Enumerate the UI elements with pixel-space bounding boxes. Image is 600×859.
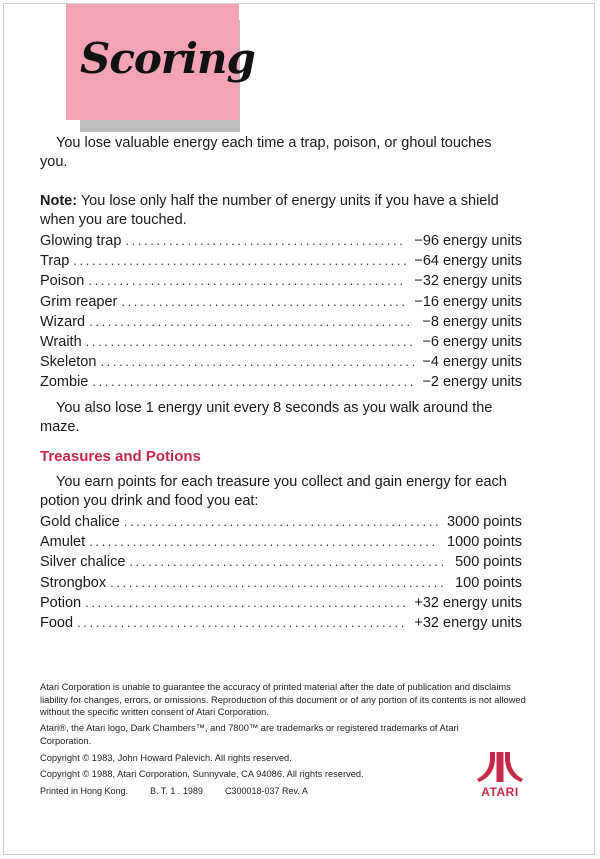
copyright-atari: Copyright © 1988, Atari Corporation, Sunnyvale, CA 94086. All rights reserved. bbox=[40, 769, 364, 779]
list-item bbox=[40, 334, 522, 354]
item-value: −2 energy units bbox=[422, 374, 522, 391]
dot-leader bbox=[100, 354, 414, 369]
item-label: Poison bbox=[40, 273, 85, 290]
list-item bbox=[40, 615, 522, 635]
list-item bbox=[40, 374, 522, 394]
dot-leader bbox=[110, 575, 447, 590]
dot-leader bbox=[92, 374, 414, 389]
list-item bbox=[40, 294, 522, 314]
note-paragraph bbox=[40, 192, 510, 230]
item-label: Silver chalice bbox=[40, 554, 126, 571]
dot-leader bbox=[73, 253, 406, 268]
item-value: 100 points bbox=[455, 574, 522, 591]
item-value: −4 energy units bbox=[422, 354, 522, 371]
dot-leader bbox=[121, 294, 406, 309]
dot-leader bbox=[124, 514, 439, 529]
print-info bbox=[40, 785, 540, 798]
list-item bbox=[40, 554, 522, 574]
item-label: Grim reaper bbox=[40, 293, 118, 310]
section-title: Treasures and Potions bbox=[40, 448, 201, 465]
dot-leader bbox=[86, 334, 415, 349]
item-value: −8 energy units bbox=[422, 313, 522, 330]
walk-paragraph: You also lose 1 energy unit every 8 seconds as you walk around the maze. bbox=[40, 400, 493, 435]
dot-leader bbox=[77, 615, 406, 630]
list-item bbox=[40, 354, 522, 374]
dot-leader bbox=[125, 233, 406, 248]
intro-paragraph: You lose valuable energy each time a trap, poison, or ghoul touches you. bbox=[40, 135, 492, 170]
item-value: −6 energy units bbox=[422, 333, 522, 350]
treasure-intro: You earn points for each treasure you collect and gain energy for each potion you drink and food you eat: bbox=[40, 474, 507, 509]
item-label: Trap bbox=[40, 253, 70, 270]
item-label: Amulet bbox=[40, 534, 86, 551]
item-label: Gold chalice bbox=[40, 514, 120, 530]
dot-leader bbox=[85, 595, 406, 610]
list-item bbox=[40, 273, 522, 293]
item-value: −32 energy units bbox=[414, 273, 522, 290]
note-label: Note: bbox=[40, 193, 78, 209]
item-value: −16 energy units bbox=[414, 293, 522, 310]
energy-loss-list bbox=[40, 233, 522, 395]
copyright-palevich: Copyright © 1983, John Howard Palevich. All rights reserved. bbox=[40, 753, 292, 763]
dot-leader bbox=[88, 273, 406, 288]
list-item bbox=[40, 253, 522, 273]
item-label: Strongbox bbox=[40, 574, 107, 591]
dot-leader bbox=[89, 534, 439, 549]
item-value: 1000 points bbox=[447, 534, 522, 551]
document-code: C300018-037 Rev. A bbox=[224, 786, 308, 796]
atari-logo-text: ATARI bbox=[481, 785, 519, 799]
print-code: B. T. 1 . 1989 bbox=[150, 786, 203, 796]
item-value: −64 energy units bbox=[414, 253, 522, 270]
item-label: Skeleton bbox=[40, 354, 97, 371]
item-label: Food bbox=[40, 614, 74, 631]
item-label: Wraith bbox=[40, 333, 82, 350]
item-label: Wizard bbox=[40, 313, 86, 330]
list-item bbox=[40, 314, 522, 334]
item-label: Potion bbox=[40, 594, 82, 611]
dot-leader bbox=[89, 314, 414, 329]
dot-leader bbox=[129, 554, 447, 569]
trademark-text: Atari®, the Atari logo, Dark Chambers™, and 7800™ are trademarks or registered trademarks of Atari Corporation. bbox=[40, 723, 459, 746]
item-value: +32 energy units bbox=[414, 614, 522, 631]
list-item bbox=[40, 534, 522, 554]
treasure-list bbox=[40, 514, 522, 635]
item-value: 500 points bbox=[455, 554, 522, 571]
item-label: Glowing trap bbox=[40, 233, 122, 249]
note-text: You lose only half the number of energy units if you have a shield when you are touched. bbox=[40, 193, 499, 228]
printed-location: Printed in Hong Kong. bbox=[40, 786, 129, 796]
item-value: +32 energy units bbox=[414, 594, 522, 611]
list-item bbox=[40, 575, 522, 595]
item-value: 3000 points bbox=[447, 514, 522, 530]
list-item bbox=[40, 595, 522, 615]
list-item bbox=[40, 233, 522, 253]
page-title: Scoring bbox=[80, 34, 255, 83]
list-item bbox=[40, 514, 522, 534]
item-value: −96 energy units bbox=[414, 233, 522, 249]
disclaimer-text: Atari Corporation is unable to guarantee the accuracy of printed material after the date of publication and disclaims liability for changes, errors, or omissions. Reproduction of this document or of any portion of its contents is not allowed without the specific written consent of Atari Corporation. bbox=[40, 682, 526, 717]
item-label: Zombie bbox=[40, 374, 89, 391]
